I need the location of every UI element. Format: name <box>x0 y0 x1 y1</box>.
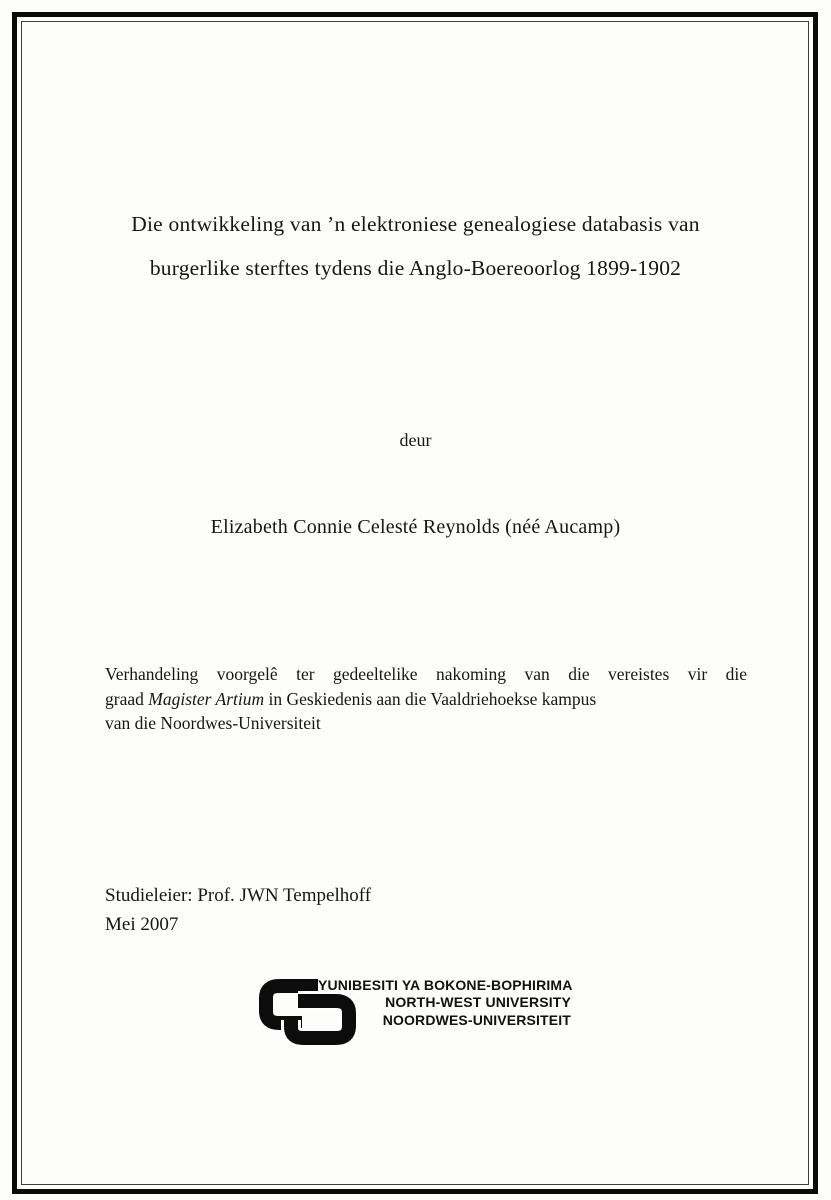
degree-statement-line2-suffix: in Geskiedenis aan die Vaaldriehoekse kampus <box>268 688 597 709</box>
degree-statement-line2 <box>105 687 747 712</box>
university-name-english: NORTH-WEST UNIVERSITY <box>385 994 571 1011</box>
degree-name-italic: Magister Artium <box>148 688 265 709</box>
university-logo-text <box>318 977 571 1029</box>
degree-statement-line3: van die Noordwes-Universiteit <box>105 713 321 733</box>
thesis-title <box>55 202 776 290</box>
date-line: Mei 2007 <box>105 913 179 935</box>
byline-deur: deur <box>399 430 432 450</box>
degree-statement-line1: Verhandeling voorgelê ter gedeeltelike nakoming van die vereistes vir die <box>105 664 747 684</box>
degree-statement <box>105 662 747 736</box>
thesis-title-line1: Die ontwikkeling van ’n elektroniese genealogiese databasis van <box>131 212 700 236</box>
supervisor-line: Studieleier: Prof. JWN Tempelhoff <box>105 885 372 906</box>
thesis-title-line2: burgerlike sterftes tydens die Anglo-Boereoorlog 1899-1902 <box>149 256 682 280</box>
supervisor-block <box>105 882 371 939</box>
author-name: Elizabeth Connie Celesté Reynolds (néé Aucamp) <box>210 516 621 538</box>
university-name-afrikaans: NOORDWES-UNIVERSITEIT <box>382 1011 571 1028</box>
university-name-setswana: YUNIBESITI YA BOKONE-BOPHIRIMA <box>318 977 573 993</box>
university-logo <box>257 971 577 1051</box>
degree-statement-line2-prefix: graad <box>105 688 144 709</box>
